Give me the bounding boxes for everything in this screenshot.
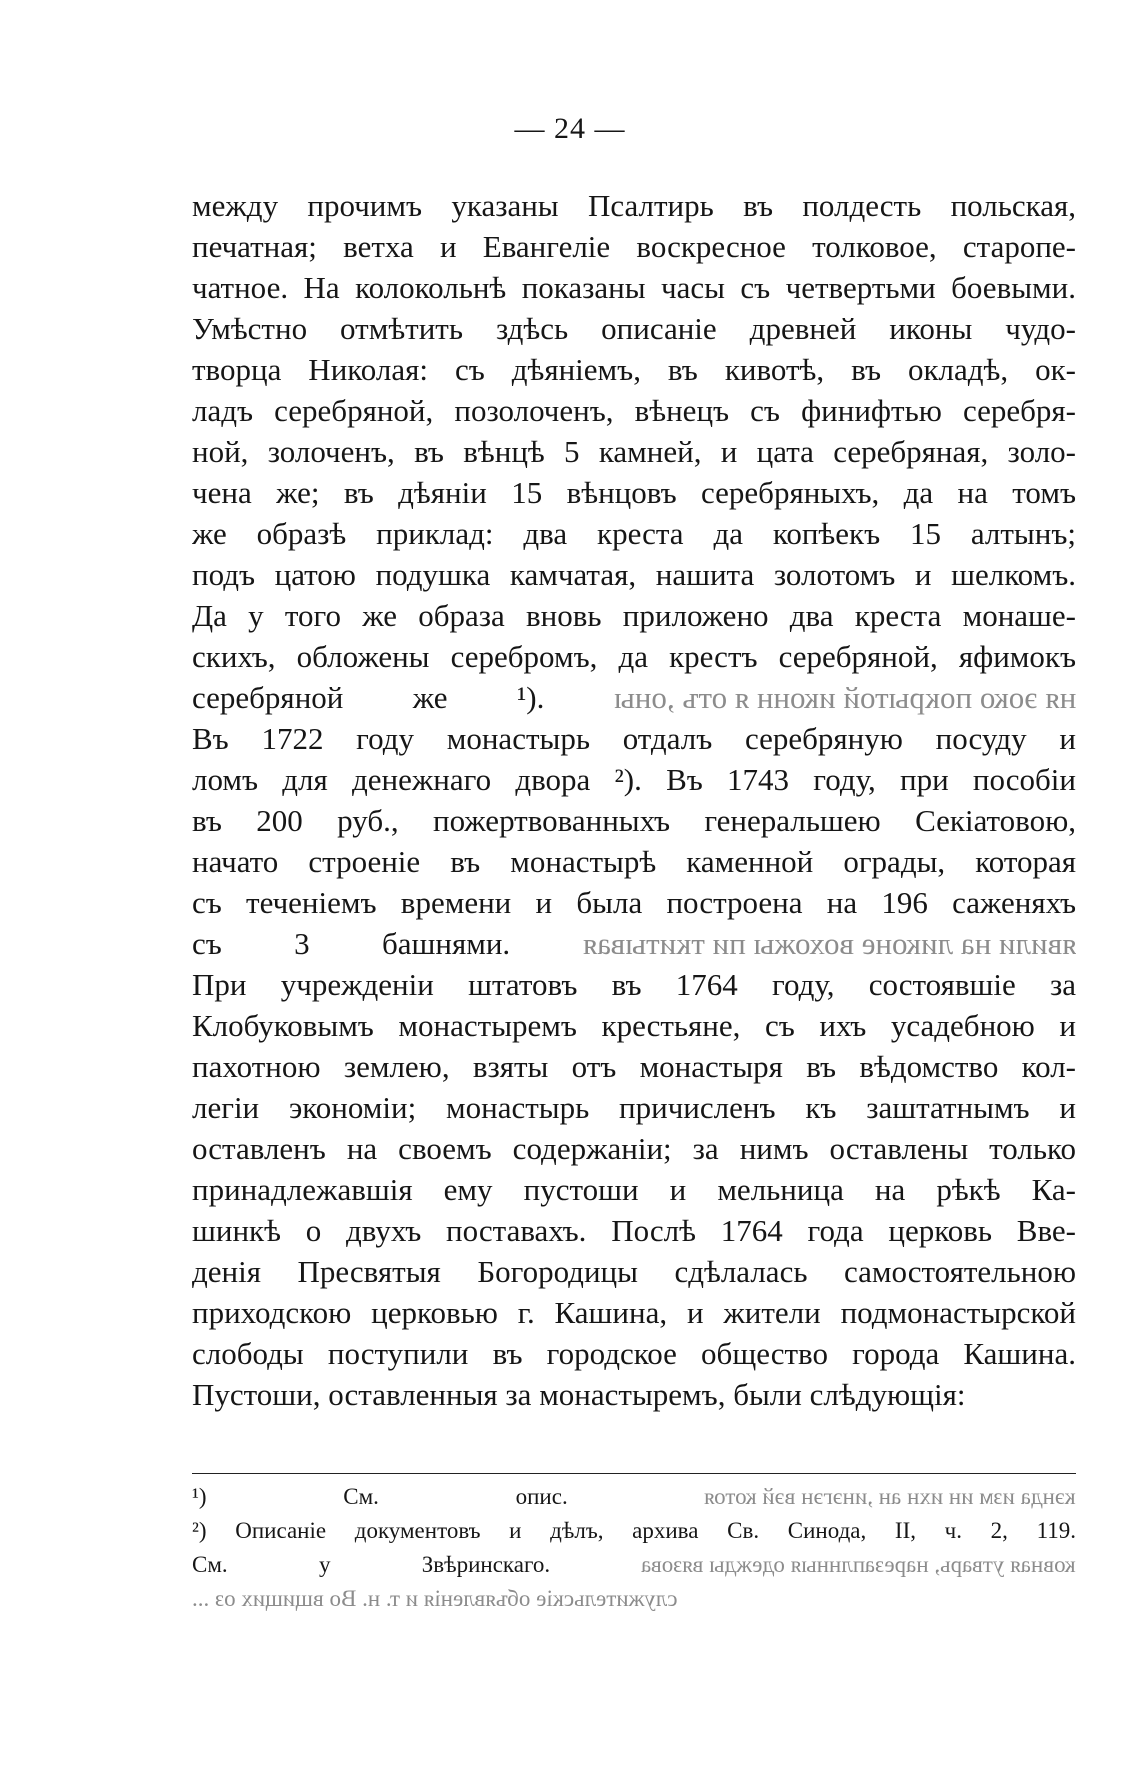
- text-line: При учрежденіи штатовъ въ 1764 году, состоявшіе за: [192, 967, 1076, 1002]
- text-line: Умѣстно отмѣтить здѣсь описаніе древней иконы чудо-: [192, 311, 1076, 346]
- footnote-divider: [192, 1473, 1076, 1474]
- text-line: скихъ, обложены серебромъ, да крестъ серебряной, яфимокъ: [192, 639, 1076, 674]
- text-line: ломъ для денежнаго двора ²). Въ 1743 году, при пособіи: [192, 762, 1076, 797]
- text-line: приходскою церковью г. Кашина, и жители подмонастырской: [192, 1295, 1076, 1330]
- text-line: подъ цатою подушка камчатая, нашита золотомъ и шелкомъ.: [192, 557, 1076, 592]
- footnote-line-with-bleed: [192, 1548, 1076, 1582]
- text-line: чатное. На колокольнѣ показаны часы съ четвертьми боевыми.: [192, 270, 1076, 305]
- text-line: оставленъ на своемъ содержаніи; за нимъ оставлены только: [192, 1131, 1076, 1166]
- text-line-with-bleed: [192, 677, 1076, 718]
- text-line: ладъ серебряной, позолоченъ, вѣнецъ съ финифтью серебря-: [192, 393, 1076, 428]
- text-line: серебряной же ¹).: [192, 680, 545, 715]
- bleed-through-text: явили на ликоне вохожы пи ткитывая: [582, 926, 1076, 961]
- text-line: Да у того же образа вновь приложено два креста монаше-: [192, 598, 1076, 633]
- text-line: творца Николая: съ дѣяніемъ, въ кивотѣ, въ окладѣ, ок-: [192, 352, 1076, 387]
- text-line: же образѣ приклад: два креста да копѣекъ 15 алтынъ;: [192, 516, 1076, 551]
- text-line: между прочимъ указаны Псалтирь въ полдесть польская,: [192, 188, 1076, 223]
- text-line: легіи экономіи; монастырь причисленъ къ заштатнымъ и: [192, 1090, 1076, 1125]
- text-line: ной, золоченъ, въ вѣнцѣ 5 камней, и цата серебряная, золо-: [192, 434, 1076, 469]
- footnote: См. у Звѣринскаго.: [192, 1552, 551, 1577]
- text-line: Въ 1722 году монастырь отдалъ серебряную посуду и: [192, 721, 1076, 756]
- text-line: съ 3 башнями.: [192, 926, 511, 961]
- text-line: денія Пресвятыя Богородицы сдѣлалась самостоятельною: [192, 1254, 1076, 1289]
- bleed-through-text: ковная утварь, нарезаплнныя одежды вязова: [641, 1552, 1076, 1577]
- text-line: принадлежавшія ему пустоши и мельница на рѣкѣ Ка-: [192, 1172, 1076, 1207]
- footnote-line-with-bleed: [192, 1582, 1076, 1616]
- text-line: начато строеніе въ монастырѣ каменной ограды, которая: [192, 844, 1076, 879]
- text-line: Пустоши, оставленныя за монастыремъ, были слѣдующія:: [192, 1377, 966, 1412]
- bleed-through-text: служительскіе объявленія и т. н. Во вщищих оз ...: [192, 1586, 678, 1611]
- text-line: пахотною землею, взяты отъ монастыря въ вѣдомство кол-: [192, 1049, 1076, 1084]
- text-line: чена же; въ дѣяніи 15 вѣнцовъ серебряныхъ, да на томъ: [192, 475, 1076, 510]
- footnotes: [192, 1480, 1076, 1616]
- footnote: ²) Описаніе документовъ и дѣлъ, архива Св. Синода, II, ч. 2, 119.: [192, 1518, 1076, 1543]
- text-line: шинкѣ о двухъ поставахъ. Послѣ 1764 года церковь Вве-: [192, 1213, 1076, 1248]
- text-line: съ теченіемъ времени и была построена на 196 саженяхъ: [192, 885, 1076, 920]
- footnote: ¹) См. опис.: [192, 1484, 568, 1509]
- text-line: въ 200 руб., пожертвованныхъ генеральшею Секіатовою,: [192, 803, 1076, 838]
- bleed-through-text: кэнда изм ин ихн ан ,инэгэн вэй котоя: [704, 1484, 1076, 1509]
- footnote-line-with-bleed: [192, 1480, 1076, 1514]
- text-line: слободы поступили въ городское общество города Кашина.: [192, 1336, 1076, 1371]
- text-line: печатная; ветха и Евангеліе воскресное толковое, старопе-: [192, 229, 1076, 264]
- page-number: — 24 —: [514, 112, 626, 145]
- text-line: Клобуковымъ монастыремъ крестьяне, съ ихъ усадебною и: [192, 1008, 1076, 1043]
- text-line-with-bleed: [192, 923, 1076, 964]
- bleed-through-text: ня эоко покрытой иконн я отъ ,оны: [613, 680, 1076, 715]
- body-text: [192, 185, 1076, 1415]
